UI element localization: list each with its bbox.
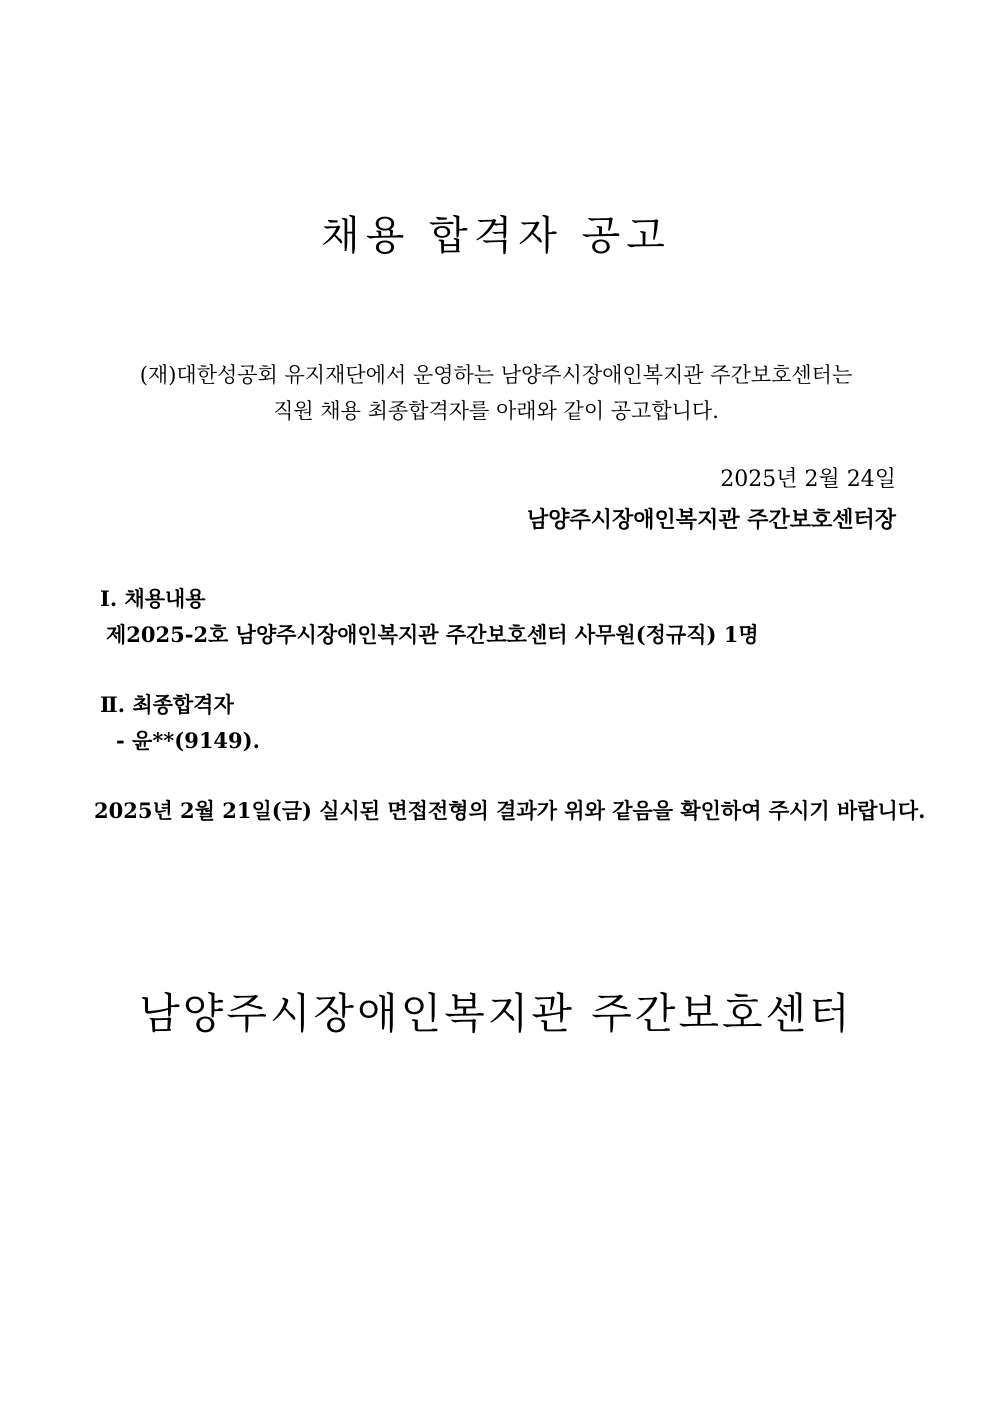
page-title: 채용 합격자 공고 — [321, 213, 671, 259]
section-heading-final-candidate: Ⅱ. 최종합격자 — [100, 692, 234, 717]
footer-organization: 남양주시장애인복지관 주간보호센터 — [139, 989, 853, 1038]
section-heading-recruitment: Ⅰ. 채용내용 — [100, 586, 206, 611]
intro-line-1: (재)대한성공회 유지재단에서 운영하는 남양주시장애인복지관 주간보호센터는 — [139, 363, 853, 387]
intro-line-2: 직원 채용 최종합격자를 아래와 같이 공고합니다. — [273, 399, 719, 423]
section-body-final-candidate: - 윤**(9149). — [116, 728, 260, 753]
announcement-date: 2025년 2월 24일 — [720, 467, 896, 492]
section-body-recruitment: 제2025-2호 남양주시장애인복지관 주간보호센터 사무원(정규직) 1명 — [106, 622, 759, 647]
issuer-name: 남양주시장애인복지관 주간보호센터장 — [527, 507, 896, 533]
closing-statement: 2025년 2월 21일(금) 실시된 면접전형의 결과가 위와 같음을 확인하여 주시기 바랍니다. — [94, 798, 926, 823]
